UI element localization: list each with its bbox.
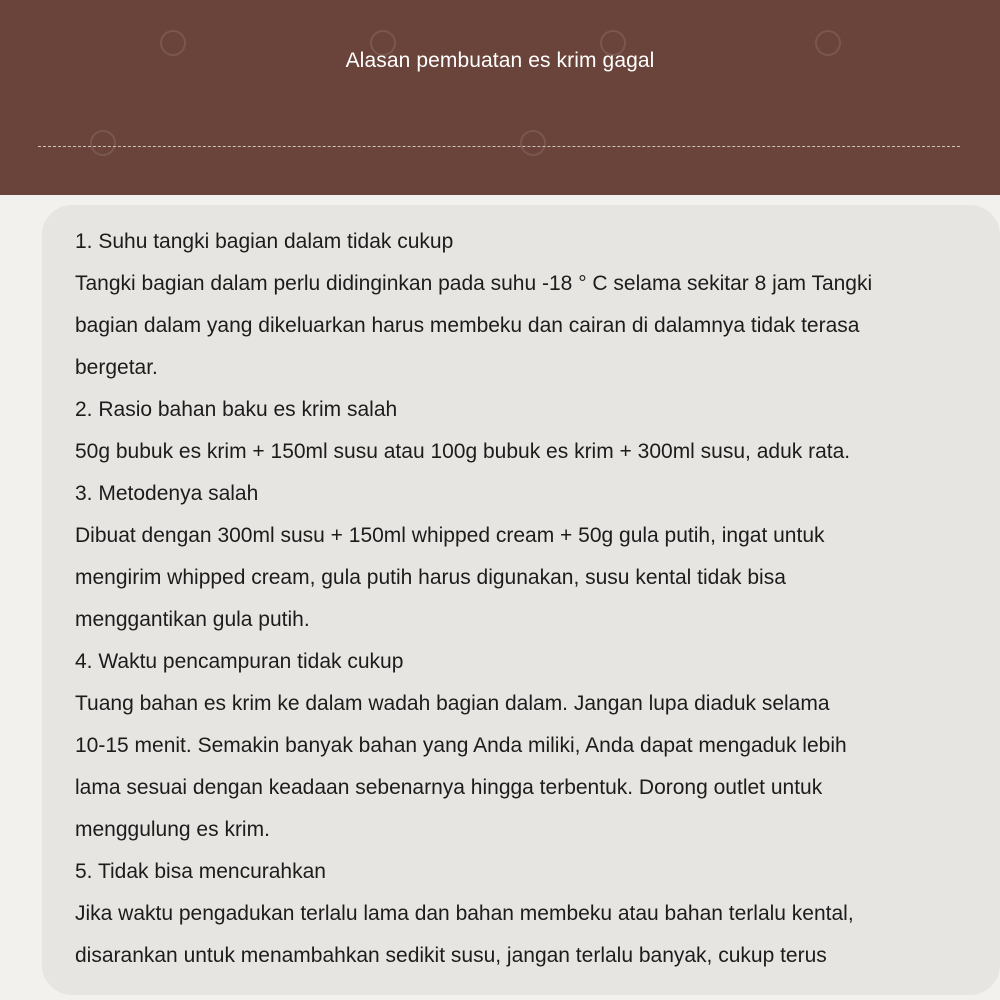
text-line: Tuang bahan es krim ke dalam wadah bagian dalam. Jangan lupa diaduk selama: [75, 692, 830, 715]
text-line: Jika waktu pengadukan terlalu lama dan bahan membeku atau bahan terlalu kental,: [75, 902, 854, 925]
page-title: Alasan pembuatan es krim gagal: [345, 49, 655, 72]
text-line: Tangki bagian dalam perlu didinginkan pada suhu -18 ° C selama sekitar 8 jam Tangki: [75, 272, 873, 295]
content-card: [42, 205, 1000, 995]
text-line: menggulung es krim.: [75, 818, 270, 841]
text-line: Dibuat dengan 300ml susu + 150ml whipped cream + 50g gula putih, ingat untuk: [75, 524, 825, 547]
text-line: 10-15 menit. Semakin banyak bahan yang Anda miliki, Anda dapat mengaduk lebih: [75, 734, 847, 757]
text-line: 4. Waktu pencampuran tidak cukup: [75, 650, 404, 673]
text-line: 2. Rasio bahan baku es krim salah: [75, 398, 398, 421]
text-line: mengirim whipped cream, gula putih harus digunakan, susu kental tidak bisa: [75, 566, 786, 589]
text-line: 50g bubuk es krim + 150ml susu atau 100g bubuk es krim + 300ml susu, aduk rata.: [75, 440, 851, 463]
text-line: 3. Metodenya salah: [75, 482, 259, 505]
watermark-logo-icon: [520, 130, 546, 156]
text-line: 5. Tidak bisa mencurahkan: [75, 860, 326, 883]
dashed-divider: [38, 146, 960, 147]
header-banner: [0, 0, 1000, 195]
text-line: bagian dalam yang dikeluarkan harus membeku dan cairan di dalamnya tidak terasa: [75, 314, 860, 337]
text-line: bergetar.: [75, 356, 158, 379]
body-text: [75, 221, 1000, 977]
text-line: 1. Suhu tangki bagian dalam tidak cukup: [75, 230, 454, 253]
text-line: disarankan untuk menambahkan sedikit susu, jangan terlalu banyak, cukup terus: [75, 944, 827, 967]
watermark-logo-icon: [90, 130, 116, 156]
text-line: menggantikan gula putih.: [75, 608, 310, 631]
text-line: lama sesuai dengan keadaan sebenarnya hingga terbentuk. Dorong outlet untuk: [75, 776, 823, 799]
